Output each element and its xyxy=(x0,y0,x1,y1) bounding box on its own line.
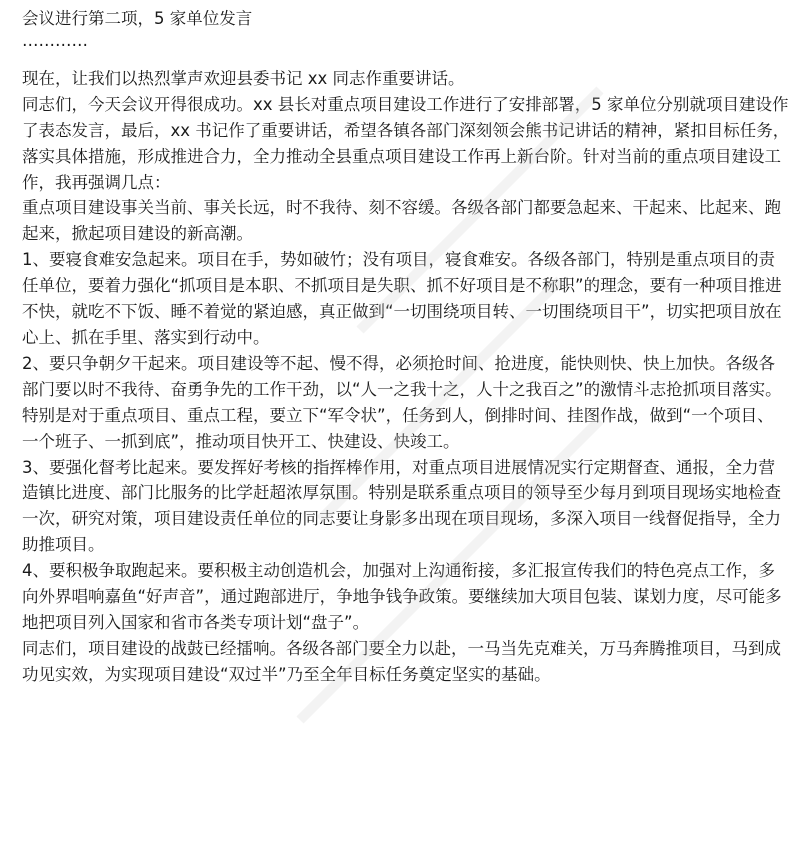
ellipsis-line: ………… xyxy=(22,30,88,50)
paragraph-point-4: 4、要积极争取跑起来。要积极主动创造机会，加强对上沟通衔接，多汇报宣传我们的特色亮点工作，多向外界唱响嘉鱼“好声音”，通过跑部进厅，争地争钱争政策。要继续加大项目包装、谋划力度，尽可能多地把项目列入国家和省市各类专项计划“盘子”。 xyxy=(22,561,782,632)
paragraph-intro: 现在，让我们以热烈掌声欢迎县委书记 xx 同志作重要讲话。 xyxy=(22,68,465,88)
paragraph-point-1: 1、要寝食难安急起来。项目在手，势如破竹；没有项目，寝食难安。各级各部门，特别是重点项目的责任单位，要着力强化“抓项目是本职、不抓项目是失职、抓不好项目是不称职”的理念，要有一种项目推进不快，就吃不下饭、睡不着觉的紧迫感，真正做到“一切围绕项目转、一切围绕项目干”，切实把项目放在心上、抓在手里、落实到行动中。 xyxy=(22,250,782,347)
paragraph-overview: 重点项目建设事关当前、事关长远，时不我待、刻不容缓。各级各部门都要急起来、干起来、比起来、跑起来，掀起项目建设的新高潮。 xyxy=(22,198,781,244)
paragraph-point-3: 3、要强化督考比起来。要发挥好考核的指挥棒作用，对重点项目进展情况实行定期督查、通报，全力营造镇比进度、部门比服务的比学赶超浓厚氛围。特别是联系重点项目的领导至少每月到项目现场实地检查一次，研究对策，项目建设责任单位的同志要让身影多出现在项目现场，多深入项目一线督促指导，全力助推项目。 xyxy=(22,457,781,555)
paragraph-closing: 同志们，项目建设的战鼓已经擂响。各级各部门要全力以赴，一马当先克难关，万马奔腾推项目，马到成功见实效，为实现项目建设“双过半”乃至全年目标任务奠定坚实的基础。 xyxy=(22,638,781,684)
paragraph-point-2: 2、要只争朝夕干起来。项目建设等不起、慢不得，必须抢时间、抢进度，能快则快、快上加快。各级各部门要以时不我待、奋勇争先的工作干劲，以“人一之我十之，人十之我百之”的激情斗志抢抓项目落实。特别是对于重点项目、重点工程，要立下“军令状”，任务到人，倒排时间、挂图作战，做到“一个项目、一个班子、一抓到底”，推动项目快开工、快建设、快竣工。 xyxy=(22,353,782,451)
document-body xyxy=(22,6,790,688)
paragraph-summary: 同志们，今天会议开得很成功。xx 县长对重点项目建设工作进行了安排部署，5 家单位分别就项目建设作了表态发言，最后，xx 书记作了重要讲话，希望各镇各部门深刻领会熊书记讲话的精神，紧扣目标任务，落实具体措施，形成推进合力，全力推动全县重点项目建设工作再上新台阶。针对当前的重点项目建设工作，我再强调几点： xyxy=(22,94,790,192)
document-title: 会议进行第二项，5 家单位发言 xyxy=(22,9,253,28)
